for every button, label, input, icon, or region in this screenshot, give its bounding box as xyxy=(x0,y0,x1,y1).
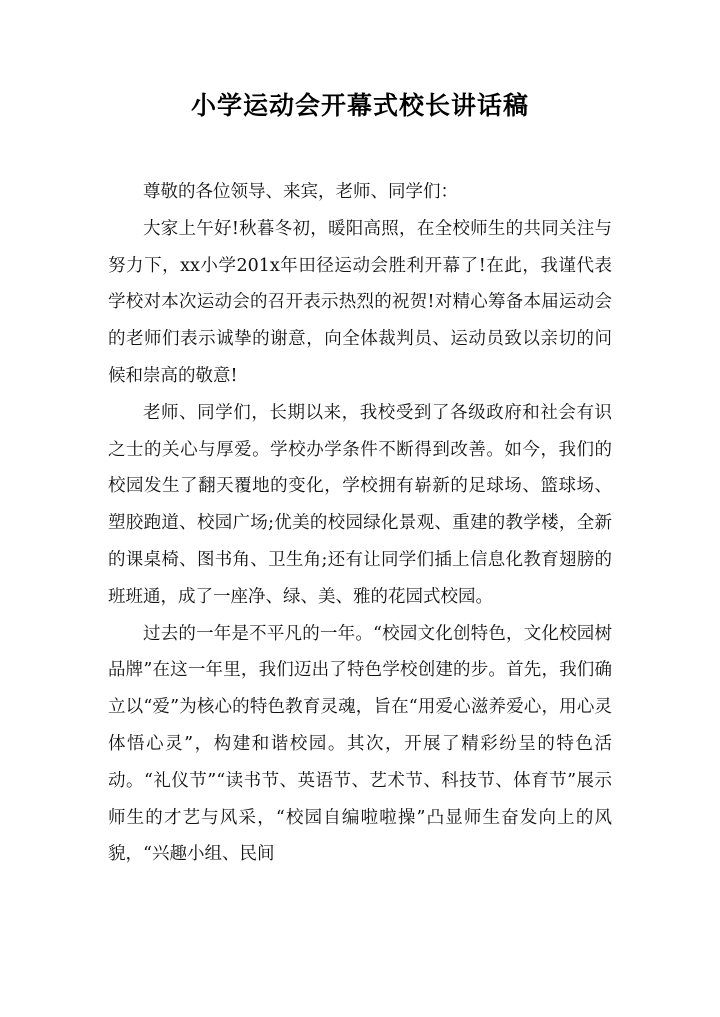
document-title: 小学运动会开幕式校长讲话稿 xyxy=(190,91,529,120)
greeting-paragraph: 尊敬的各位领导、来宾，老师、同学们： xyxy=(143,182,458,202)
school-improvement-paragraph: 老师、同学们，长期以来，我校受到了各级政府和社会有识之士的关心与厚爱。学校办学条件不断得到改善。如今，我们的校园发生了翻天覆地的变化，学校拥有崭新的足球场、篮球场、塑胶跑道、校园广场;优美的校园绿化景观、重建的教学楼，全新的课桌椅、图书角、卫生角;还有让同学们插上信息化教育翅膀的班班通，成了一座净、绿、美、雅的花园式校园。 xyxy=(108,402,612,607)
opening-paragraph: 大家上午好!秋暮冬初，暖阳高照，在全校师生的共同关注与努力下，xx小学201x年田径运动会胜利开幕了!在此，我谨代表学校对本次运动会的召开表示热烈的祝贺!对精心筹备本届运动会的老师们表示诚挚的谢意，向全体裁判员、运动员致以亲切的问候和崇高的敬意! xyxy=(108,218,612,386)
document-body xyxy=(108,174,612,873)
past-year-paragraph: 过去的一年是不平凡的一年。“校园文化创特色，文化校园树品牌”在这一年里，我们迈出了特色学校创建的步。首先，我们确立以“爱”为核心的特色教育灵魂，旨在“用爱心滋养爱心，用心灵体悟心灵”，构建和谐校园。其次，开展了精彩纷呈的特色活动。“礼仪节”“读书节、英语节、艺术节、科技节、体育节”展示师生的才艺与风采，“校园自编啦啦操”凸显师生奋发向上的风貌，“兴趣小组、民间 xyxy=(108,623,612,865)
